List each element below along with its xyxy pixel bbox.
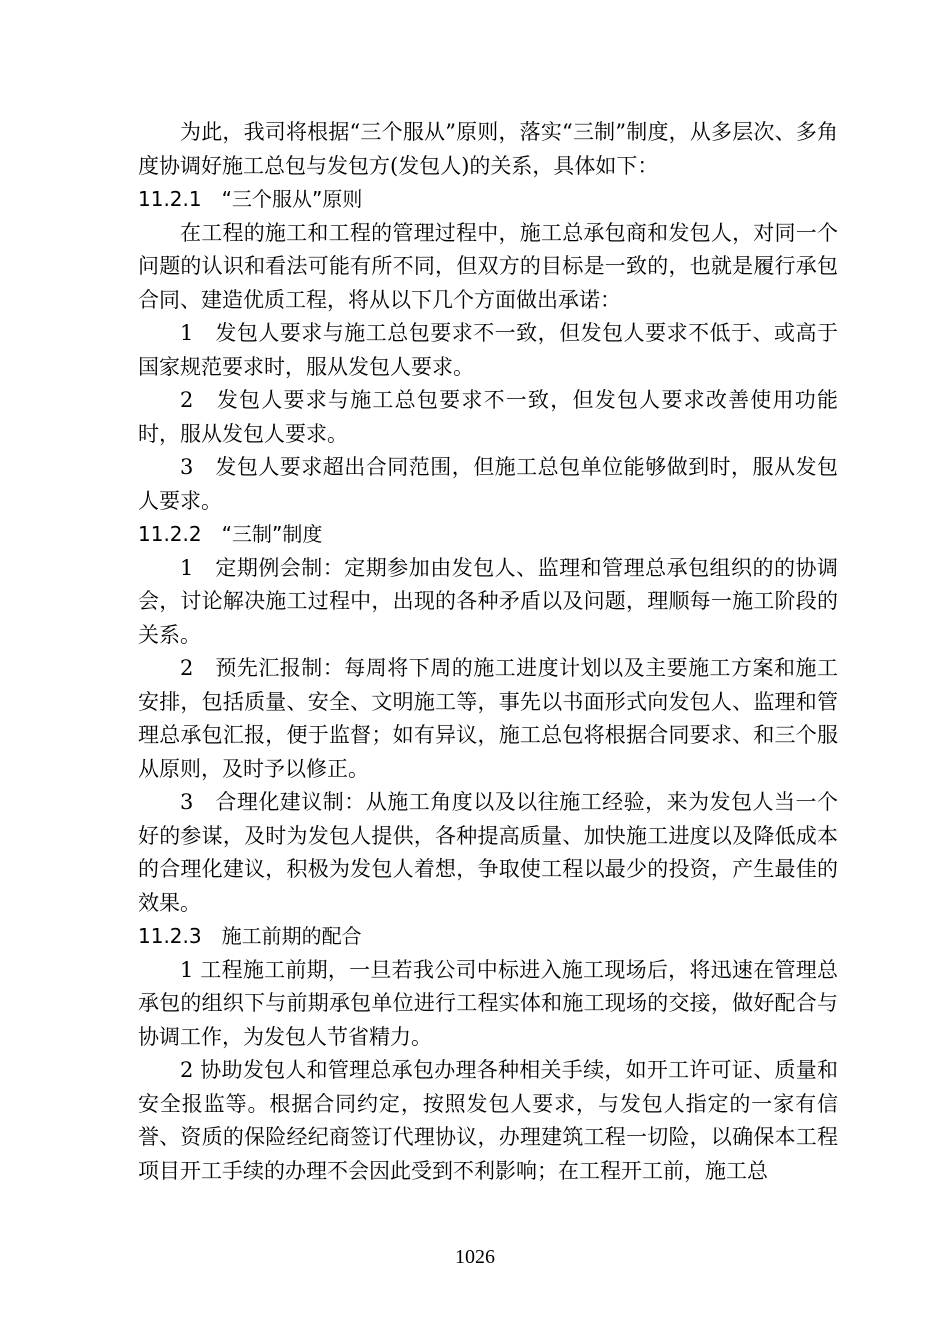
section-heading-11-2-3: 11.2.3 施工前期的配合 <box>138 924 362 948</box>
page-number: 1026 <box>455 1246 495 1268</box>
section-11-2-2-item-2: 2 预先汇报制：每周将下周的施工进度计划以及主要施工方案和施工安排，包括质量、安全、文明施工等，事先以书面形式向发包人、监理和管理总承包汇报，便于监督；如有异议，施工总包将根据合同要求、和三个服从原则，及时予以修正。 <box>138 656 838 781</box>
section-11-2-1-item-1: 1 发包人要求与施工总包要求不一致，但发包人要求不低于、或高于国家规范要求时，服从发包人要求。 <box>138 321 838 379</box>
intro-paragraph: 为此，我司将根据“三个服从”原则，落实“三制”制度，从多层次、多角度协调好施工总包与发包方(发包人)的关系，具体如下： <box>138 120 838 178</box>
section-11-2-1-paragraph: 在工程的施工和工程的管理过程中，施工总承包商和发包人，对同一个问题的认识和看法可能有所不同，但双方的目标是一致的，也就是履行承包合同、建造优质工程，将从以下几个方面做出承诺： <box>138 220 838 312</box>
section-11-2-2-item-1: 1 定期例会制：定期参加由发包人、监理和管理总承包组织的的协调会，讨论解决施工过程中，出现的各种矛盾以及问题，理顺每一施工阶段的关系。 <box>138 555 838 647</box>
section-heading-11-2-1: 11.2.1 “三个服从”原则 <box>138 187 363 211</box>
section-heading-11-2-2: 11.2.2 “三制”制度 <box>138 522 323 546</box>
section-11-2-3-item-2: 2 协助发包人和管理总承包办理各种相关手续，如开工许可证、质量和安全报监等。根据合同约定，按照发包人要求，与发包人指定的一家有信誉、资质的保险经纪商签订代理协议，办理建筑工程一切险，以确保本工程项目开工手续的办理不会因此受到不利影响；在工程开工前，施工总 <box>138 1058 838 1183</box>
section-11-2-2-item-3: 3 合理化建议制：从施工角度以及以往施工经验，来为发包人当一个好的参谋，及时为发包人提供，各种提高质量、加快施工进度以及降低成本的合理化建议，积极为发包人着想，争取使工程以最少的投资，产生最佳的效果。 <box>138 790 838 915</box>
document-body <box>138 116 838 1188</box>
section-11-2-1-item-2: 2 发包人要求与施工总包要求不一致，但发包人要求改善使用功能时，服从发包人要求。 <box>138 388 838 446</box>
section-11-2-3-item-1: 1 工程施工前期，一旦若我公司中标进入施工现场后，将迅速在管理总承包的组织下与前期承包单位进行工程实体和施工现场的交接，做好配合与协调工作，为发包人节省精力。 <box>138 957 838 1049</box>
section-11-2-1-item-3: 3 发包人要求超出合同范围，但施工总包单位能够做到时，服从发包人要求。 <box>138 455 838 513</box>
